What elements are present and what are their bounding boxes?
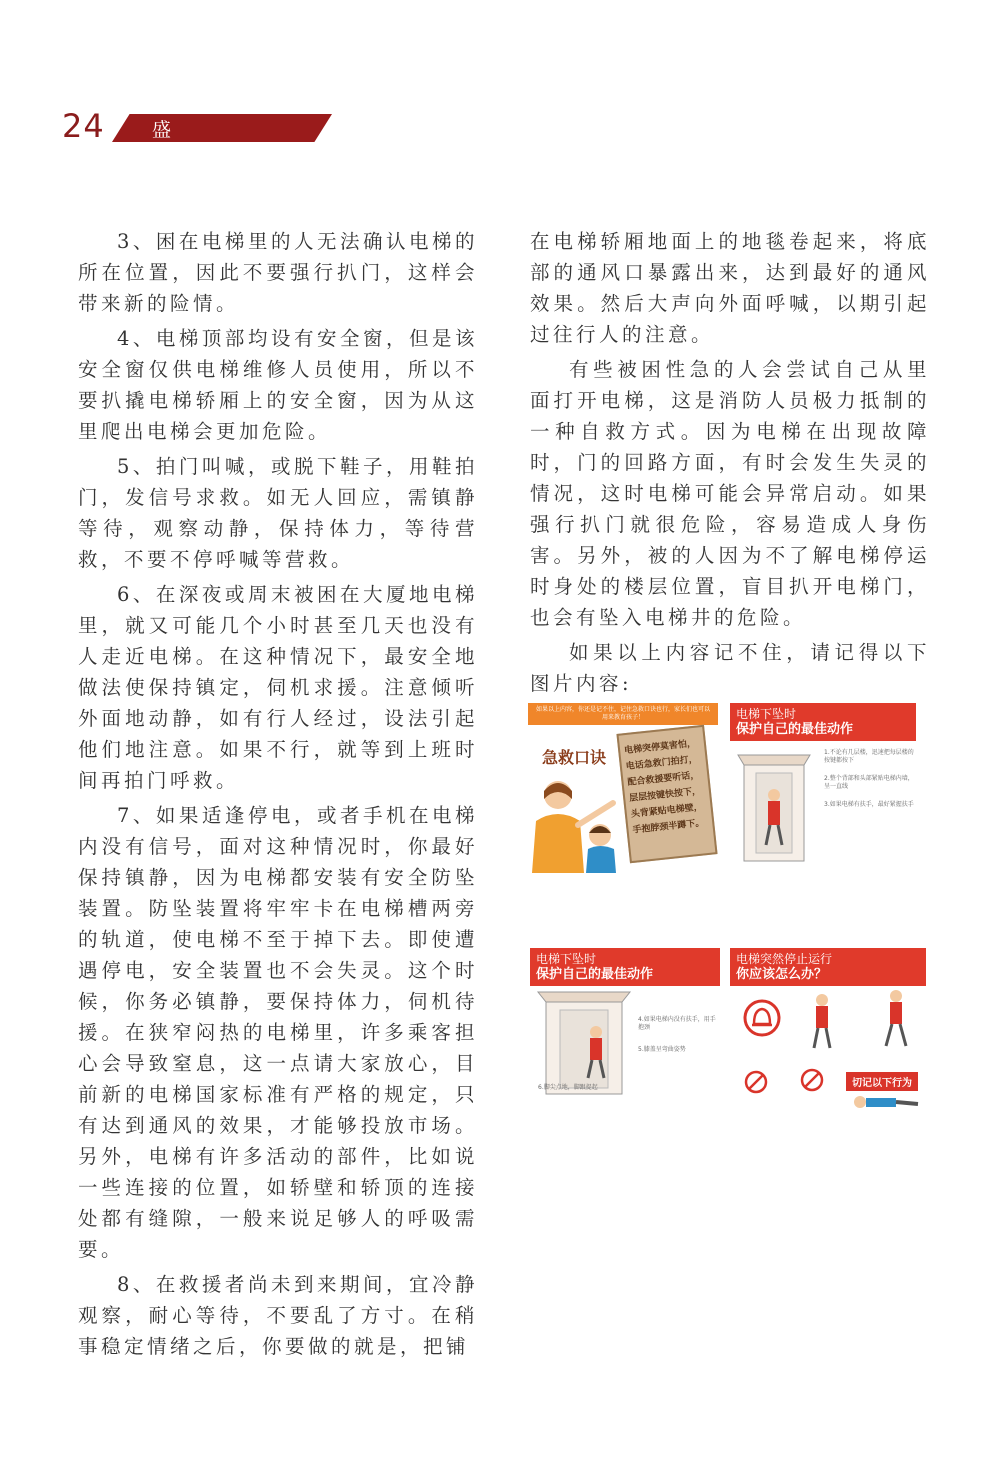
page-number: 24	[62, 107, 105, 145]
rhyme-line: 电话急救门拍打，	[625, 754, 699, 773]
prohibit-icon	[744, 1070, 768, 1094]
paragraph-3: 3、困在电梯里的人无法确认电梯的所在位置，因此不要强行扒门，这样会带来新的险情。	[78, 230, 478, 315]
rhyme-line: 头背紧贴电梯壁，	[630, 802, 704, 820]
illustration-fall-best-2	[530, 948, 720, 1100]
elevator-cabin-icon	[734, 745, 814, 865]
fall-title-small: 电梯下坠时	[536, 952, 597, 966]
magazine-name: 盛世物业	[152, 119, 177, 222]
prohibit-icon	[800, 1068, 824, 1092]
left-column	[78, 226, 478, 1366]
paragraph-self-rescue: 有些被困性急的人会尝试自己从里面打开电梯，这是消防人员极力抵制的一种自救方式。因为电梯在出现故障时，门的回路方面，有时会发生失灵的情况，这时电梯可能会异常启动。如果强行扒门就很危险，容易造成人身伤害。另外，被的人因为不了解电梯停运时身处的楼层位置，盲目扒开电梯门，也会有坠入电梯井的危险。	[530, 358, 930, 629]
illustration-first-aid	[528, 703, 718, 873]
magazine-band	[112, 114, 332, 142]
person-knock-icon	[804, 992, 844, 1052]
fall-item: 1.不论有几层楼，迅速把每层楼的按键都按下	[824, 749, 914, 764]
right-column	[530, 226, 930, 703]
fall-item: 6.脚尖点地，脚跟提起	[538, 1084, 598, 1091]
fall-item: 4.如果电梯内没有扶手，用手抱颈	[638, 1016, 716, 1031]
fall-item: 3.如果电梯有扶手，最好紧握扶手	[824, 801, 914, 808]
stop-title-big: 你应该怎么办？	[736, 967, 828, 982]
parent-child-figure	[528, 773, 638, 873]
fall-title-small: 电梯下坠时	[736, 707, 797, 721]
paragraph-8: 8、在救援者尚未到来期间，宜冷静观察，耐心等待，不要乱了方寸。在稍事稳定情绪之后，你要做的就是，把铺	[78, 1273, 478, 1358]
elevator-cabin-icon	[534, 986, 634, 1098]
illustration-sudden-stop	[730, 948, 926, 1124]
person-brace-icon	[876, 988, 916, 1052]
paragraph-7: 7、如果适逢停电，或者手机在电梯内没有信号，面对这种情况时，你最好保持镇静，因为电梯都安装有安全防坠装置。防坠装置将牢牢卡在电梯槽两旁的轨道，使电梯不至于掉下去。即使遭遇停电，安全装置也不会失灵。这个时候，你务必镇静，要保持体力，伺机待援。在狭窄闷热的电梯里，许多乘客担心会导致窒息，这一点请大家放心，目前新的电梯国家标准有严格的规定，只有达到通风的效果，才能够投放市场。另外，电梯有许多活动的部件，比如说一些连接的位置，如轿壁和轿顶的连接处都有缝隙，一般来说足够人的呼吸需要。	[78, 804, 478, 1261]
person-lying-icon	[852, 1090, 922, 1114]
warning-banner: 切记以下行为	[846, 1072, 918, 1091]
rhyme-line: 电梯突停莫害怕，	[623, 738, 697, 757]
fall-item: 2.整个背部和头部紧贴电梯内墙，呈一直线	[824, 775, 914, 790]
illustration-fall-best-1	[730, 703, 916, 873]
rhyme-line: 配合救援要听话，	[627, 770, 700, 789]
paragraph-remember: 如果以上内容记不住，请记得以下图片内容:	[530, 641, 930, 695]
rhyme-line: 手抱脖颈半蹲下。	[632, 818, 705, 836]
alarm-bell-icon	[742, 998, 782, 1038]
rhyme-line: 层层按键快按下，	[628, 786, 702, 804]
fall-title-big: 保护自己的最佳动作	[736, 722, 854, 737]
first-aid-banner: 如果以上内容，你还是记不住，记住急救口诀也行，家长们也可以用来教育孩子！	[528, 703, 718, 725]
paragraph-6: 6、在深夜或周末被困在大厦地电梯里，就又可能几个小时甚至几天也没有人走近电梯。在这种情况下，最安全地做法使保持镇定，伺机求援。注意倾听外面地动静，如有行人经过，设法引起他们地注意。如果不行，就等到上班时间再拍门呼救。	[78, 583, 478, 792]
paragraph-5: 5、拍门叫喊，或脱下鞋子，用鞋拍门，发信号求救。如无人回应，需镇静等待，观察动静，保持体力，等待营救，不要不停呼喊等营救。	[78, 455, 478, 571]
stop-title-small: 电梯突然停止运行	[736, 952, 833, 966]
paragraph-4: 4、电梯顶部均设有安全窗，但是该安全窗仅供电梯维修人员使用，所以不要扒撬电梯轿厢上的安全窗，因为从这里爬出电梯会更加危险。	[78, 327, 478, 443]
first-aid-title: 急救口诀	[542, 748, 607, 767]
paragraph-8-continued: 在电梯轿厢地面上的地毯卷起来，将底部的通风口暴露出来，达到最好的通风效果。然后大声向外面呼喊，以期引起过往行人的注意。	[530, 230, 930, 346]
fall-item: 5.膝盖呈弯曲姿势	[638, 1046, 686, 1053]
fall-title-big: 保护自己的最佳动作	[536, 967, 654, 982]
